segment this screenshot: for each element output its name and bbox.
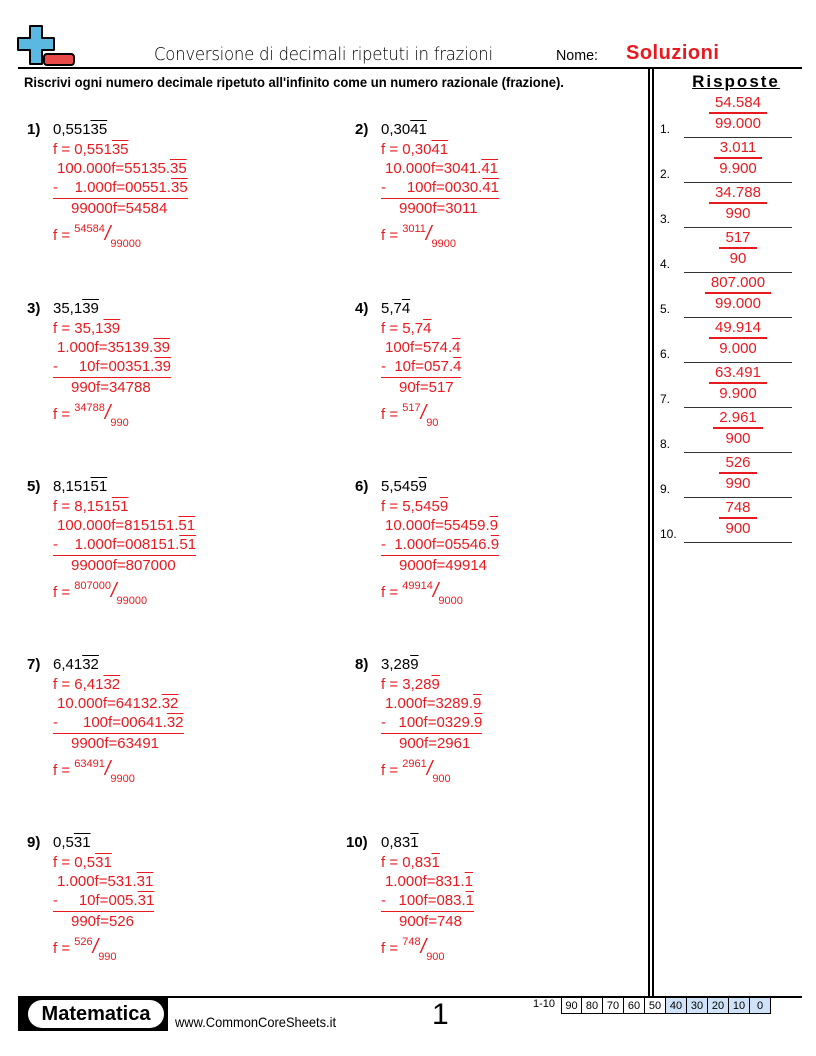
worksheet-title: Conversione di decimali ripetuti in frazioni (154, 44, 493, 65)
answer-number: 1. (660, 122, 671, 136)
fraction-result: $f = ^{54584}/_{99000}$ (53, 223, 142, 250)
multiply-step-1: 1.000f=3289.9 (385, 695, 482, 712)
solution-work (53, 853, 154, 964)
header-rule (18, 67, 802, 69)
fraction-result: $f = ^{2961}/_{900}$ (381, 758, 451, 785)
score-cell: 50 (645, 997, 666, 1014)
problem (27, 300, 317, 470)
problem-question: 0,3041 (381, 121, 427, 138)
problem-number: 5) (27, 478, 41, 495)
problem-number: 2) (355, 121, 369, 138)
answer-row (660, 228, 792, 273)
subtract-step: - 100f=083.1 (381, 891, 474, 912)
problem (355, 121, 645, 291)
multiply-step-1: 1.000f=831.1 (385, 873, 474, 890)
answer-number: 6. (660, 347, 671, 361)
difference-result: 90f=517 (399, 379, 454, 396)
fraction-result: $f = ^{3011}/_{9900}$ (381, 223, 456, 250)
solution-work (53, 140, 188, 251)
problem-number: 3) (27, 300, 41, 317)
fraction-result: $f = ^{748}/_{900}$ (381, 936, 445, 963)
problem-question: 0,831 (381, 834, 419, 851)
fraction-result: $f = ^{807000}/_{99000}$ (53, 580, 148, 607)
page-number: 1 (432, 998, 449, 1031)
difference-result: 99000f=807000 (71, 557, 176, 574)
f-definition: f = 5,74 (381, 320, 432, 337)
answer-row (660, 318, 792, 363)
answer-numerator: 526 (719, 453, 756, 474)
multiply-step-1: 10.000f=64132.32 (57, 695, 179, 712)
answer-number: 10. (660, 527, 677, 541)
answer-denominator: 900 (725, 520, 751, 537)
answer-fraction (684, 453, 792, 493)
f-definition: f = 35,139 (53, 320, 121, 337)
problem-question: 6,4132 (53, 656, 99, 673)
score-cell: 0 (750, 997, 771, 1014)
f-definition: f = 5,5459 (381, 498, 449, 515)
multiply-step-1: 100.000f=55135.35 (57, 160, 187, 177)
problem-question: 3,289 (381, 656, 419, 673)
answer-row (660, 453, 792, 498)
problem (27, 834, 317, 1004)
subtract-step: - 10f=005.31 (53, 891, 154, 912)
answer-fraction (684, 363, 792, 403)
answer-numerator: 34.788 (709, 183, 767, 204)
answer-numerator: 49.914 (709, 318, 767, 339)
answer-row (660, 93, 792, 138)
difference-result: 9900f=3011 (399, 200, 478, 217)
f-definition: f = 6,4132 (53, 676, 121, 693)
answer-denominator: 99.000 (715, 115, 761, 132)
problem-number: 9) (27, 834, 41, 851)
difference-result: 990f=526 (71, 913, 134, 930)
answer-fraction (684, 93, 792, 133)
subtract-step: - 1.000f=00551.35 (53, 178, 188, 199)
problem (355, 300, 645, 470)
difference-result: 99000f=54584 (71, 200, 168, 217)
answer-denominator: 900 (725, 430, 751, 447)
score-table (533, 997, 771, 1014)
problem-number: 1) (27, 121, 41, 138)
answer-numerator: 3.011 (714, 138, 762, 159)
subtract-step: - 1.000f=008151.51 (53, 535, 196, 556)
answer-fraction (684, 318, 792, 358)
difference-result: 900f=748 (399, 913, 462, 930)
multiply-step-1: 100.000f=815151.51 (57, 517, 196, 534)
score-cell: 80 (582, 997, 603, 1014)
answer-fraction (684, 498, 792, 538)
problem-number: 7) (27, 656, 41, 673)
problem-question: 8,15151 (53, 478, 108, 495)
answer-denominator: 990 (725, 205, 751, 222)
answer-fraction (684, 228, 792, 268)
answer-numerator: 54.584 (709, 93, 767, 114)
answer-numerator: 63.491 (709, 363, 767, 384)
multiply-step-1: 1.000f=531.31 (57, 873, 154, 890)
brand-label: Matematica (28, 1000, 164, 1028)
f-definition: f = 0,831 (381, 854, 440, 871)
answer-denominator: 90 (729, 250, 747, 267)
problem-number: 6) (355, 478, 369, 495)
column-divider (648, 68, 654, 996)
score-cell: 60 (624, 997, 645, 1014)
answer-fraction (684, 408, 792, 448)
answer-row (660, 408, 792, 453)
solution-work (381, 675, 482, 786)
name-label: Nome: (556, 47, 598, 64)
problem-question: 5,5459 (381, 478, 427, 495)
f-definition: f = 0,55135 (53, 141, 129, 158)
problem-number: 4) (355, 300, 369, 317)
fraction-result: $f = ^{526}/_{990}$ (53, 936, 117, 963)
subtract-step: - 100f=0329.9 (381, 713, 482, 734)
answer-number: 7. (660, 392, 671, 406)
answer-row (660, 273, 792, 318)
logo-plus-minus-icon (16, 24, 78, 68)
answers-title: Risposte (692, 72, 780, 91)
problem (27, 478, 317, 648)
problem-question: 5,74 (381, 300, 411, 317)
fraction-result: $f = ^{34788}/_{990}$ (53, 402, 129, 429)
solution-work (53, 497, 196, 608)
problem (27, 656, 317, 826)
score-cell: 70 (603, 997, 624, 1014)
subtract-step: - 1.000f=05546.9 (381, 535, 499, 556)
problem (355, 478, 645, 648)
problem-number: 8) (355, 656, 369, 673)
solution-work (381, 319, 461, 430)
answer-row (660, 138, 792, 183)
multiply-step-1: 1.000f=35139.39 (57, 339, 171, 356)
answer-denominator: 9.900 (719, 385, 757, 402)
score-cell: 30 (687, 997, 708, 1014)
answer-row (660, 363, 792, 408)
score-range-label: 1-10 (533, 998, 556, 1010)
f-definition: f = 0,531 (53, 854, 112, 871)
solution-work (53, 675, 184, 786)
answer-number: 9. (660, 482, 671, 496)
answer-number: 4. (660, 257, 671, 271)
answer-numerator: 807.000 (705, 273, 771, 294)
answer-row (660, 183, 792, 228)
answer-denominator: 9.900 (719, 160, 757, 177)
score-cell: 40 (666, 997, 687, 1014)
fraction-result: $f = ^{63491}/_{9900}$ (53, 758, 135, 785)
answer-number: 2. (660, 167, 671, 181)
difference-result: 9000f=49914 (399, 557, 488, 574)
solution-work (381, 497, 499, 608)
answer-denominator: 990 (725, 475, 751, 492)
subtract-step: - 10f=00351.39 (53, 357, 171, 378)
solution-work (53, 319, 171, 430)
multiply-step-1: 10.000f=55459.9 (385, 517, 499, 534)
problem-question: 0,531 (53, 834, 91, 851)
answer-numerator: 517 (719, 228, 756, 249)
answer-denominator: 99.000 (715, 295, 761, 312)
score-cell: 90 (561, 997, 582, 1014)
fraction-result: $f = ^{517}/_{90}$ (381, 402, 439, 429)
difference-result: 900f=2961 (399, 735, 471, 752)
answer-denominator: 9.000 (719, 340, 757, 357)
subtract-step: - 10f=057.4 (381, 357, 461, 378)
multiply-step-1: 10.000f=3041.41 (385, 160, 499, 177)
answer-numerator: 748 (719, 498, 756, 519)
multiply-step-1: 100f=574.4 (385, 339, 461, 356)
fraction-result: $f = ^{49914}/_{9000}$ (381, 580, 463, 607)
problem (27, 121, 317, 291)
answer-number: 3. (660, 212, 671, 226)
f-definition: f = 3,289 (381, 676, 440, 693)
answer-numerator: 2.961 (713, 408, 763, 429)
answer-fraction (684, 183, 792, 223)
subtract-step: - 100f=0030.41 (381, 178, 499, 199)
problem (355, 656, 645, 826)
instructions: Riscrivi ogni numero decimale ripetuto all'infinito come un numero razionale (frazione). (24, 74, 564, 90)
answer-row (660, 498, 792, 543)
solution-work (381, 853, 474, 964)
f-definition: f = 8,15151 (53, 498, 129, 515)
problem-question: 35,139 (53, 300, 99, 317)
difference-result: 990f=34788 (71, 379, 151, 396)
solution-work (381, 140, 499, 251)
score-cell: 20 (708, 997, 729, 1014)
name-value: Soluzioni (626, 42, 720, 64)
site-url: www.CommonCoreSheets.it (175, 1014, 337, 1030)
answer-fraction (684, 138, 792, 178)
score-cell: 10 (729, 997, 750, 1014)
answer-number: 5. (660, 302, 671, 316)
problem-question: 0,55135 (53, 121, 108, 138)
problem-number: 10) (346, 834, 368, 851)
answer-line (684, 542, 792, 544)
answer-fraction (684, 273, 792, 313)
difference-result: 9900f=63491 (71, 735, 160, 752)
answer-number: 8. (660, 437, 671, 451)
f-definition: f = 0,3041 (381, 141, 449, 158)
problem (346, 834, 636, 1004)
subtract-step: - 100f=00641.32 (53, 713, 184, 734)
